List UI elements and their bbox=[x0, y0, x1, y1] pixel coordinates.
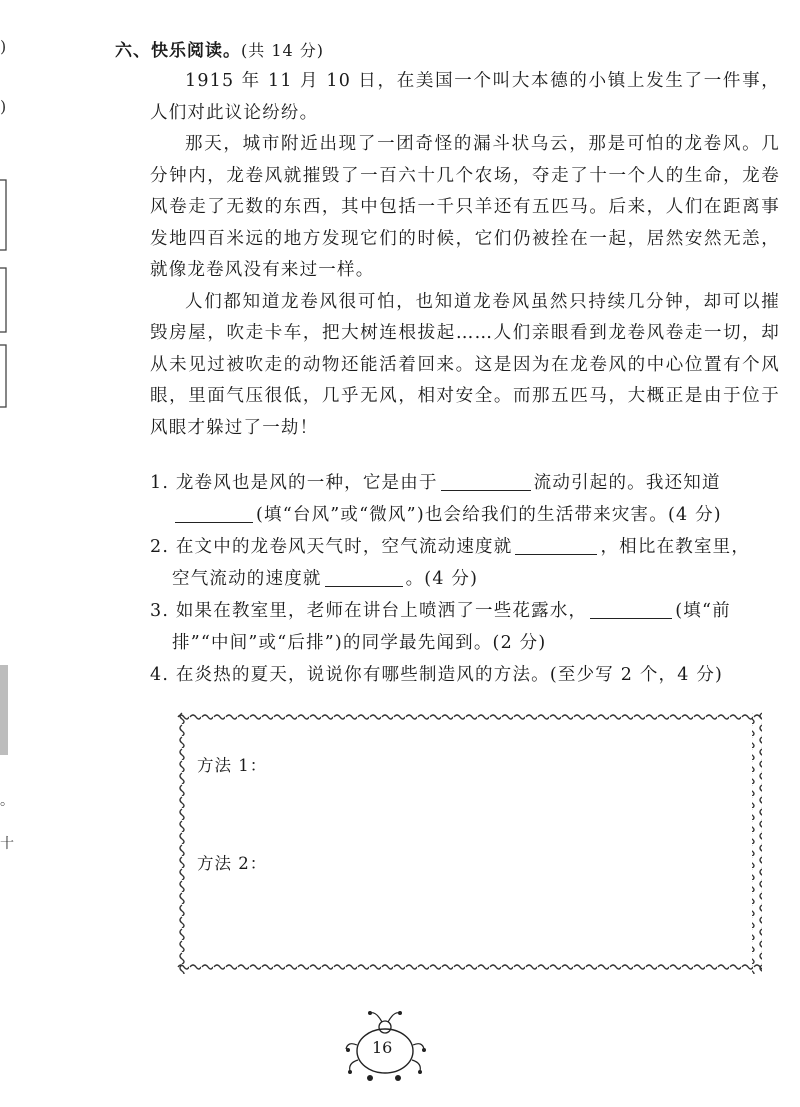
question-2-text-c: 空气流动的速度就 bbox=[172, 569, 322, 589]
facing-page-edge bbox=[0, 0, 12, 1107]
question-1-text: 1. 龙卷风也是风的一种，它是由于 bbox=[150, 473, 438, 493]
question-3-text-b: (填“前 bbox=[675, 601, 731, 621]
question-1 bbox=[150, 467, 780, 531]
question-1-blank-a[interactable] bbox=[441, 470, 531, 491]
page-number-badge bbox=[340, 1005, 430, 1085]
reading-passage bbox=[150, 66, 780, 444]
svg-text:): ) bbox=[0, 37, 7, 56]
question-3 bbox=[150, 595, 780, 659]
question-4-text: 4. 在炎热的夏天，说说你有哪些制造风的方法。(至少写 2 个，4 分) bbox=[150, 665, 724, 685]
question-4 bbox=[150, 659, 780, 691]
section-heading: 六、快乐阅读。 bbox=[115, 41, 241, 61]
passage-paragraph-3: 人们都知道龙卷风很可怕，也知道龙卷风虽然只持续几分钟，却可以摧毁房屋，吹走卡车，把大树连根拔起……人们亲眼看到龙卷风卷走一切，却从未见过被吹走的动物还能活着回来。这是因为在龙卷风的中心位置有个风眼，里面气压很低，几乎无风，相对安全。而那五匹马，大概正是由于位于风眼才躲过了一劫！ bbox=[150, 291, 780, 438]
svg-text:): ) bbox=[0, 97, 7, 116]
question-1-text-b: 流动引起的。我还知道 bbox=[533, 473, 721, 493]
passage-paragraph-2: 那天，城市附近出现了一团奇怪的漏斗状乌云，那是可怕的龙卷风。几分钟内，龙卷风就摧毁了一百六十几个农场，夺走了十一个人的生命，龙卷风卷走了无数的东西，其中包括一千只羊还有五匹马。后来，人们在距离事发地四百米远的地方发现它们的时候，它们仍被拴在一起，居然安然无恙，就像龙卷风没有来过一样。 bbox=[150, 134, 780, 280]
method-2-label: 方法 2： bbox=[197, 854, 268, 873]
svg-text:。: 。 bbox=[0, 793, 14, 809]
answer-box[interactable] bbox=[177, 712, 762, 974]
question-2-text: 2. 在文中的龙卷风天气时，空气流动速度就 bbox=[150, 537, 513, 557]
question-2 bbox=[150, 531, 780, 595]
question-2-blank-a[interactable] bbox=[515, 534, 597, 555]
question-1-text-c: (填“台风”或“微风”)也会给我们的生活带来灾害。(4 分) bbox=[256, 505, 722, 525]
question-1-blank-b[interactable] bbox=[175, 502, 253, 523]
question-list bbox=[150, 467, 780, 691]
question-2-blank-b[interactable] bbox=[325, 566, 403, 587]
question-3-text: 3. 如果在教室里，老师在讲台上喷洒了一些花露水， bbox=[150, 601, 588, 621]
section-title bbox=[115, 36, 324, 61]
page-number: 16 bbox=[372, 1038, 393, 1057]
question-2-text-d: 。(4 分) bbox=[405, 569, 479, 589]
question-3-blank[interactable] bbox=[590, 598, 672, 619]
question-2-text-b: ，相比在教室里， bbox=[600, 537, 751, 557]
section-score: (共 14 分) bbox=[241, 41, 325, 60]
method-1-label: 方法 1： bbox=[197, 756, 268, 775]
passage-paragraph-1: 1915 年 11 月 10 日，在美国一个叫大本德的小镇上发生了一件事，人们对此议论纷纷。 bbox=[150, 71, 780, 123]
svg-text:十: 十 bbox=[0, 836, 14, 852]
question-3-text-c: 排”“中间”或“后排”)的同学最先闻到。(2 分) bbox=[172, 633, 547, 653]
